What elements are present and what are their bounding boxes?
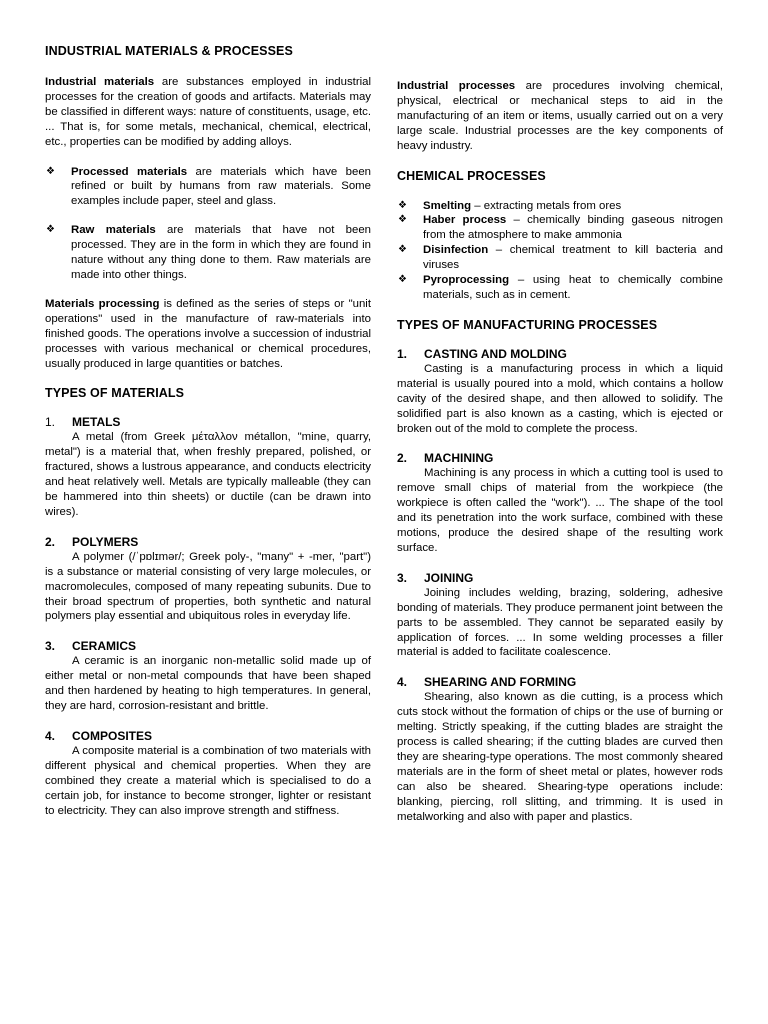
- chemical-processes-list: [397, 199, 723, 303]
- section-heading: COMPOSITES: [72, 729, 153, 743]
- section-heading: MACHINING: [424, 451, 494, 466]
- material-type-ceramics: 3. CERAMICS A ceramic is an inorganic non-metallic solid made up of either metal or non-metal compounds that have been shaped and then hardened by heating to high temperatures. In general, they are hard, corrosion-resistant and brittle.: [45, 639, 371, 713]
- section-heading: CERAMICS: [72, 639, 137, 654]
- diamond-bullet-icon: ❖: [398, 244, 407, 256]
- diamond-bullet-icon: ❖: [398, 214, 407, 226]
- chemical-processes-heading: CHEMICAL PROCESSES: [397, 168, 546, 183]
- diamond-bullet-icon: ❖: [46, 224, 55, 236]
- section-body: Casting is a manufacturing process in which a liquid material is usually poured into a mold, which contains a hollow cavity of the desired shape, and then allowed to solidify. The solidified part is also known as a casting, which is ejected or broken out of the mold to complete the process.: [397, 362, 723, 435]
- diamond-bullet-icon: ❖: [398, 199, 407, 211]
- document-title: INDUSTRIAL MATERIALS & PROCESSES: [45, 44, 293, 58]
- material-kinds-list: [45, 165, 371, 283]
- types-of-materials-heading: TYPES OF MATERIALS: [45, 386, 185, 401]
- list-item: ❖ Haber process – chemically binding gaseous nitrogen from the atmosphere to make ammonia: [398, 214, 723, 242]
- right-column: [397, 79, 723, 825]
- diamond-bullet-icon: ❖: [46, 165, 55, 177]
- list-item: ❖ Pyroprocessing – using heat to chemically combine materials, such as in cement.: [398, 274, 723, 301]
- industrial-materials-paragraph: Industrial materials are substances employed in industrial processes for the creation of goods and artifacts. Materials may be classified in different ways: nature of constituents, usage, etc. ... That is, for some metals, mechanical, chemical, electrical, etc., properties can be modified by adding alloys.: [45, 76, 372, 148]
- industrial-processes-paragraph: Industrial processes are procedures involving chemical, physical, electrical or mechanical steps to aid in the manufacturing of an item or items, usually carried out on a very large scale. Industrial processes are the key components of heavy industry.: [397, 80, 723, 152]
- list-item: ❖ Raw materials are materials that have not been processed. They are in the form in which they are found in nature without any thing done to them. Raw materials are made into other things.: [46, 224, 371, 281]
- section-body: A metal (from Greek μέταλλον métallon, "mine, quarry, metal") is a material that, when freshly prepared, polished, or fractured, shows a lustrous appearance, and conducts electricity and heat relatively well. Metals are typically malleable (they can be hammered into thin sheets) or ductile (can be drawn into wires).: [45, 431, 371, 518]
- section-body: Shearing, also known as die cutting, is a process which cuts stock without the formation of chips or the use of burning or melting. Strictly speaking, if the cutting blades are straight the process is called shearing; if the cutting blades are curved then they are shearing-type operations. The most commonly sheared materials are in the form of sheet metal or plates, however rods can also be sheared. Shearing-type operations include: blanking, piercing, roll slitting, and trimming. It is used in metalworking and also with paper and plastics.: [397, 691, 723, 823]
- process-shearing-forming: 4. SHEARING AND FORMING Shearing, also known as die cutting, is a process which cuts stock without the formation of chips or the use of burning or melting. Strictly speaking, if the cutting blades are straight the process is called shearing; if the cutting blades are curved then they are shearing-type operations. The most commonly sheared materials are in the form of sheet metal or plates, however rods can also be sheared. Shearing-type operations include: blanking, piercing, roll slitting, and trimming. It is used in metalworking and also with paper and plastics.: [397, 675, 723, 823]
- section-heading: JOINING: [424, 570, 474, 585]
- section-heading: POLYMERS: [72, 534, 139, 549]
- section-body: Machining is any process in which a cutting tool is used to remove small chips of material from the workpiece (the workpiece is often called the "work"). ... The shape of the tool and its penetration into the work surface, combined with these motions, produce the desired shape of the resulting work surface.: [397, 467, 723, 554]
- section-heading: CASTING AND MOLDING: [424, 346, 567, 361]
- list-item: ❖ Smelting – extracting metals from ores: [398, 199, 622, 212]
- materials-processing-paragraph: Materials processing is defined as the series of steps or "unit operations" used in the manufacture of raw-materials into finished goods. The operations involve a succession of industrial processes with various mechanical or chemical procedures, usually produced in large quantities or batches.: [45, 297, 371, 370]
- material-type-polymers: 2. POLYMERS A polymer (/ˈpɒlɪmər/; Greek poly-, "many" + -mer, "part") is a substance or material consisting of very large molecules, or macromolecules, composed of many repeating subunits. Due to their broad spectrum of properties, both synthetic and natural polymers play essential and ubiquitous roles in everyday life.: [45, 534, 371, 623]
- section-body: A composite material is a combination of two materials with different physical and chemical properties. When they are combined they create a material which is specialised to do a certain job, for instance to become stronger, lighter or resistant to electricity. They can also improve strength and stiffness.: [45, 745, 371, 817]
- material-type-composites: 4. COMPOSITES A composite material is a combination of two materials with different physical and chemical properties. When they are combined they create a material which is specialised to do a certain job, for instance to become stronger, lighter or resistant to electricity. They can also improve strength and stiffness.: [45, 729, 371, 817]
- process-casting-molding: 1. CASTING AND MOLDING Casting is a manufacturing process in which a liquid material is usually poured into a mold, which contains a hollow cavity of the desired shape, and then allowed to solidify. The solidified part is also known as a casting, which is ejected or broken out of the mold to complete the process.: [397, 346, 723, 435]
- left-column: [45, 44, 371, 819]
- list-item: ❖ Processed materials are materials which have been refined or built by humans from raw materials. Some examples include paper, steel and glass.: [46, 165, 372, 208]
- process-joining: 3. JOINING Joining includes welding, brazing, soldering, adhesive bonding of materials. They produce permanent joint between the parts to be assembled. They cannot be separated easily by application of forces. ... In some welding processes a filler material is added to facilitate coalescence.: [397, 570, 723, 659]
- manufacturing-processes-heading: TYPES OF MANUFACTURING PROCESSES: [397, 317, 658, 332]
- section-heading: SHEARING AND FORMING: [424, 675, 577, 690]
- material-type-metals: 1. METALS A metal (from Greek μέταλλον métallon, "mine, quarry, metal") is a material that, when freshly prepared, polished, or fractured, shows a lustrous appearance, and conducts electricity and heat relatively well. Metals are typically malleable (they can be hammered into thin sheets) or ductile (can be drawn into wires).: [45, 415, 371, 518]
- diamond-bullet-icon: ❖: [398, 274, 407, 286]
- section-body: A polymer (/ˈpɒlɪmər/; Greek poly-, "many" + -mer, "part") is a substance or material consisting of very large molecules, or macromolecules, composed of many repeating subunits. Due to their broad spectrum of properties, both synthetic and natural polymers play essential and ubiquitous roles in everyday life.: [45, 550, 371, 623]
- section-body: Joining includes welding, brazing, soldering, adhesive bonding of materials. They produce permanent joint between the parts to be assembled. They cannot be separated easily by application of forces. ... In some welding processes a filler material is added to facilitate coalescence.: [397, 586, 723, 659]
- process-machining: 2. MACHINING Machining is any process in which a cutting tool is used to remove small chips of material from the workpiece (the workpiece is often called the "work"). ... The shape of the tool and its penetration into the work surface, combined with these motions, produce the desired shape of the resulting work surface.: [397, 451, 723, 554]
- list-item: ❖ Disinfection – chemical treatment to kill bacteria and viruses: [398, 244, 723, 272]
- section-body: A ceramic is an inorganic non-metallic solid made up of either metal or non-metal compounds that have been shaped and then hardened by heating to high temperatures. In general, they are hard, corrosion-resistant and brittle.: [45, 655, 371, 713]
- section-heading: METALS: [72, 415, 121, 430]
